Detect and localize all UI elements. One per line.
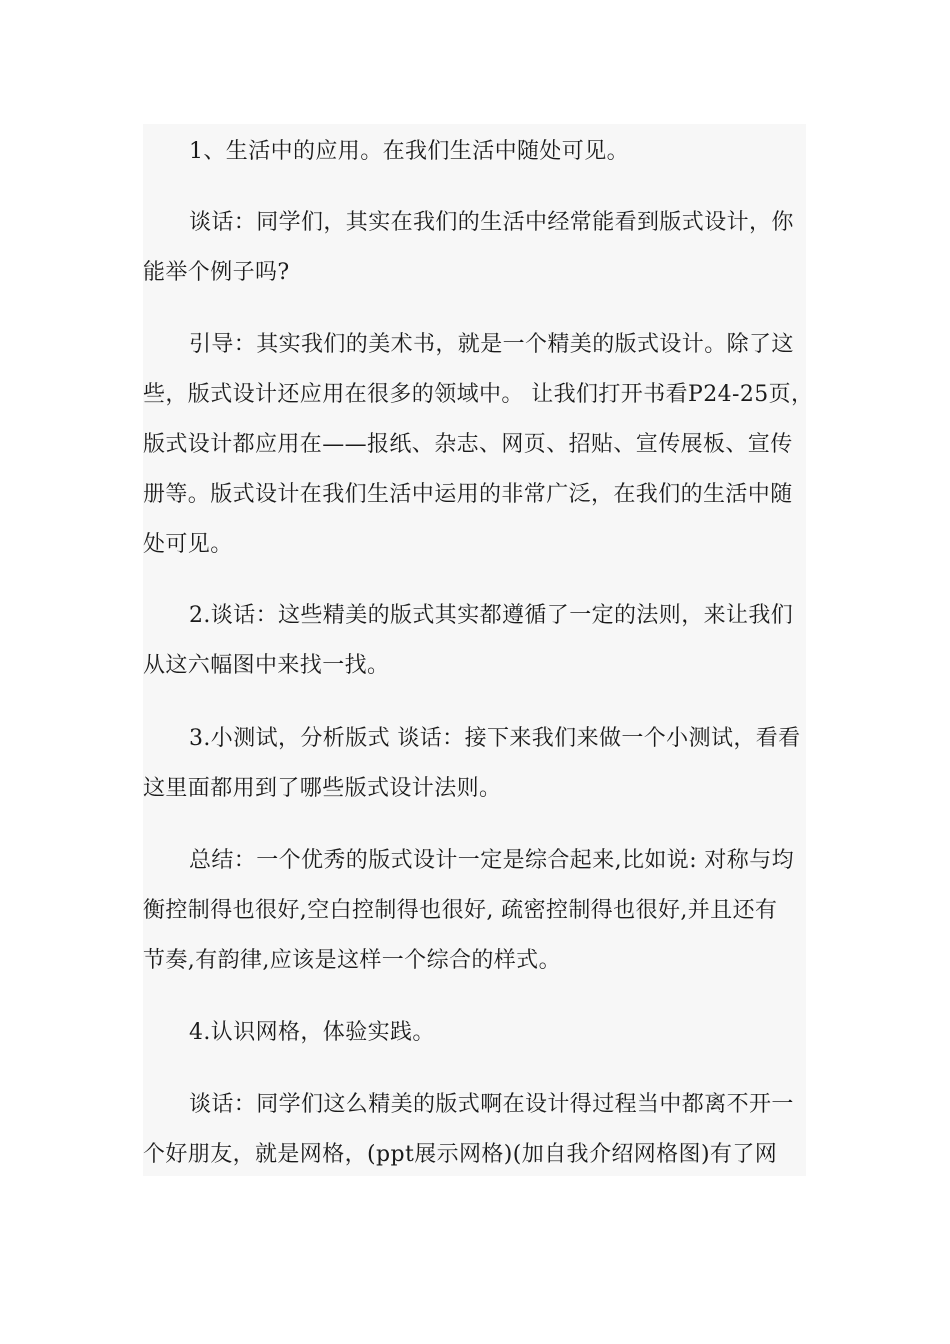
paragraph-6-line-2: 衡控制得也很好,空白控制得也很好, 疏密控制得也很好,并且还有 <box>143 898 778 923</box>
document-text-block <box>143 124 814 1176</box>
paragraph-3-line-5: 处可见。 <box>143 532 233 557</box>
paragraph-5-line-1: 3.小测试，分析版式 谈话：接下来我们来做一个小测试，看看 <box>189 726 801 751</box>
paragraph-4-line-1: 2.谈话：这些精美的版式其实都遵循了一定的法则，来让我们 <box>189 603 794 628</box>
paragraph-6-line-3: 节奏,有韵律,应该是这样一个综合的样式。 <box>143 948 561 973</box>
paragraph-3-line-1: 引导：其实我们的美术书，就是一个精美的版式设计。除了这 <box>189 332 794 357</box>
paragraph-3-line-3: 版式设计都应用在——报纸、杂志、网页、招贴、宣传展板、宣传 <box>143 432 793 457</box>
paragraph-8-line-2: 个好朋友，就是网格，(ppt展示网格)(加自我介绍网格图)有了网 <box>143 1142 778 1167</box>
paragraph-5-line-2: 这里面都用到了哪些版式设计法则。 <box>143 776 502 801</box>
paragraph-3-line-2: 些，版式设计还应用在很多的领域中。 让我们打开书看P24-25页， <box>143 382 814 407</box>
paragraph-2-line-2: 能举个例子吗? <box>143 260 290 285</box>
paragraph-2-line-1: 谈话：同学们，其实在我们的生活中经常能看到版式设计，你 <box>189 210 794 235</box>
paragraph-7-line-1: 4.认识网格，体验实践。 <box>189 1020 435 1045</box>
paragraph-3-line-4: 册等。版式设计在我们生活中运用的非常广泛，在我们的生活中随 <box>143 482 793 507</box>
paragraph-6-line-1: 总结：一个优秀的版式设计一定是综合起来,比如说: 对称与均 <box>189 848 795 873</box>
paragraph-1-line-1: 1、生活中的应用。在我们生活中随处可见。 <box>189 139 629 164</box>
paragraph-4-line-2: 从这六幅图中来找一找。 <box>143 653 390 678</box>
paragraph-8-line-1: 谈话：同学们这么精美的版式啊在设计得过程当中都离不开一 <box>189 1092 794 1117</box>
